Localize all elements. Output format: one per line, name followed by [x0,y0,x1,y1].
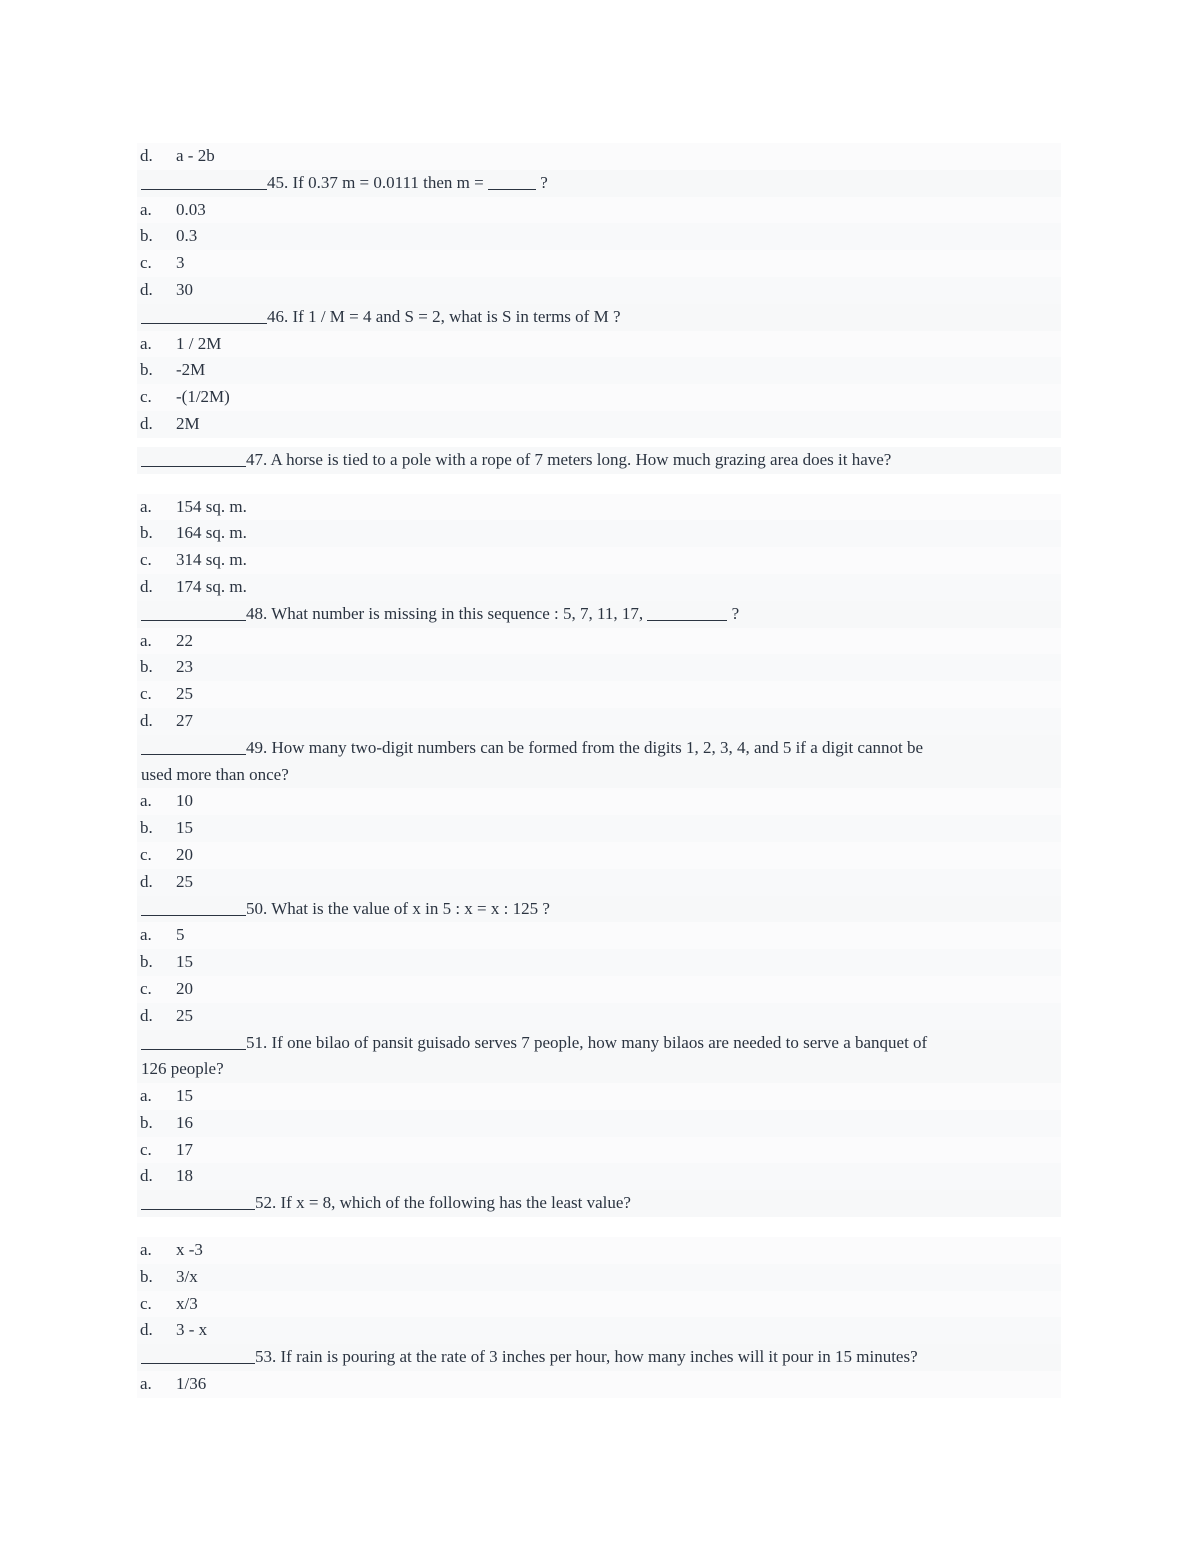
option-letter: b. [140,360,153,380]
answer-blank[interactable] [141,738,246,755]
option-letter: c. [140,1293,152,1313]
option-row [137,1163,1061,1190]
option-text: 17 [176,1139,193,1159]
option-text: -2M [176,360,206,380]
option-letter: a. [140,496,152,516]
option-row [137,143,1061,170]
option-row [137,331,1061,358]
option-letter: c. [140,978,152,998]
question-text: 50. What is the value of x in 5 : x = x : 125 ? [246,898,550,918]
question-52 [137,1190,1061,1217]
answer-blank[interactable] [141,450,246,467]
option-row [137,197,1061,224]
option-text: 1 / 2M [176,333,222,353]
option-text: 314 sq. m. [176,550,247,570]
option-row [137,922,1061,949]
option-row [137,1110,1061,1137]
option-letter: d. [140,1320,153,1340]
question-text-continued: 126 people? [141,1059,224,1079]
option-letter: a. [140,1086,152,1106]
option-letter: d. [140,710,153,730]
option-text: 25 [176,1005,193,1025]
option-text: -(1/2M) [176,387,230,407]
option-row [137,976,1061,1003]
inline-answer-blank [647,604,727,621]
option-text: x/3 [176,1293,198,1313]
question-text-continued: used more than once? [141,764,289,784]
option-letter: a. [140,925,152,945]
option-letter: b. [140,523,153,543]
option-row [137,842,1061,869]
option-letter: c. [140,253,152,273]
question-47 [137,447,1061,474]
option-row [137,1264,1061,1291]
answer-blank[interactable] [141,173,267,190]
option-row [137,869,1061,896]
option-text: 10 [176,791,193,811]
option-letter: b. [140,1112,153,1132]
answer-blank[interactable] [141,307,267,324]
option-text: x -3 [176,1240,203,1260]
option-text: 30 [176,279,193,299]
option-text: 15 [176,818,193,838]
option-row [137,949,1061,976]
answer-blank[interactable] [141,1033,246,1050]
option-text: 0.03 [176,199,206,219]
option-letter: b. [140,952,153,972]
option-row [137,654,1061,681]
answer-blank[interactable] [141,899,246,916]
option-letter: a. [140,199,152,219]
option-text: 22 [176,630,193,650]
question-53 [137,1344,1061,1371]
option-row [137,223,1061,250]
option-text: 2M [176,413,200,433]
option-row [137,708,1061,735]
option-row [137,1237,1061,1264]
option-text: 174 sq. m. [176,576,247,596]
question-text: 49. How many two-digit numbers can be formed from the digits 1, 2, 3, 4, and 5 if a digit cannot be [246,737,924,757]
option-text: 23 [176,657,193,677]
option-text: 3 - x [176,1320,208,1340]
option-letter: c. [140,684,152,704]
answer-blank[interactable] [141,1193,255,1210]
inline-answer-blank [488,173,536,190]
option-row [137,1371,1061,1398]
option-text: 164 sq. m. [176,523,247,543]
option-text: 27 [176,710,193,730]
option-text: 3 [176,253,185,273]
option-row [137,494,1061,521]
option-letter: c. [140,387,152,407]
option-row [137,628,1061,655]
question-48 [137,601,1061,628]
option-letter: a. [140,333,152,353]
option-letter: d. [140,576,153,596]
option-row [137,815,1061,842]
option-text: 3/x [176,1266,198,1286]
option-text: 18 [176,1166,193,1186]
option-letter: d. [140,871,153,891]
option-row [137,681,1061,708]
question-text-end: ? [727,603,740,623]
option-text: a - 2b [176,146,215,165]
option-letter: c. [140,1139,152,1159]
question-50 [137,896,1061,923]
question-text-end: ? [535,172,548,192]
option-letter: b. [140,1266,153,1286]
question-51 [137,1030,1061,1057]
option-row [137,1083,1061,1110]
option-text: 5 [176,925,185,945]
option-text: 0.3 [176,226,198,246]
question-text: 48. What number is missing in this sequence : 5, 7, 11, 17, [246,603,648,623]
option-letter: d. [140,146,153,165]
option-row [137,547,1061,574]
question-46 [137,304,1061,331]
question-49 [137,735,1061,762]
option-letter: a. [140,791,152,811]
option-text: 20 [176,844,193,864]
option-text: 15 [176,952,193,972]
option-letter: c. [140,550,152,570]
question-text: 45. If 0.37 m = 0.0111 then m = [267,172,488,192]
option-row [137,1137,1061,1164]
option-row [137,574,1061,601]
answer-blank[interactable] [141,1347,255,1364]
option-row [137,520,1061,547]
option-letter: b. [140,818,153,838]
option-row [137,250,1061,277]
question-45 [137,170,1061,197]
option-letter: d. [140,279,153,299]
option-row [137,411,1061,438]
option-row [137,277,1061,304]
option-letter: b. [140,226,153,246]
option-row [137,1291,1061,1318]
option-text: 16 [176,1112,193,1132]
option-row [137,1003,1061,1030]
option-letter: d. [140,1005,153,1025]
question-text: 52. If x = 8, which of the following has the least value? [255,1193,631,1213]
option-row [137,384,1061,411]
answer-blank[interactable] [141,604,246,621]
question-text: 51. If one bilao of pansit guisado serves 7 people, how many bilaos are needed to serve a banquet of [246,1032,928,1052]
option-row [137,788,1061,815]
option-text: 15 [176,1086,193,1106]
question-text: 53. If rain is pouring at the rate of 3 inches per hour, how many inches will it pour in 15 minutes? [255,1347,918,1367]
option-text: 25 [176,684,193,704]
option-letter: a. [140,1240,152,1260]
option-row [137,1317,1061,1344]
option-letter: d. [140,413,153,433]
option-letter: d. [140,1166,153,1186]
question-49-continued [137,762,1061,789]
option-letter: c. [140,844,152,864]
option-letter: a. [140,1374,152,1394]
option-text: 25 [176,871,193,891]
question-text: 46. If 1 / M = 4 and S = 2, what is S in terms of M ? [267,306,621,326]
option-text: 1/36 [176,1374,207,1394]
question-text: 47. A horse is tied to a pole with a rope of 7 meters long. How much grazing area does it have? [246,449,892,469]
option-row [137,357,1061,384]
question-51-continued [137,1056,1061,1083]
option-letter: a. [140,630,152,650]
option-text: 20 [176,978,193,998]
option-text: 154 sq. m. [176,496,247,516]
option-letter: b. [140,657,153,677]
exam-page [137,143,1061,1398]
